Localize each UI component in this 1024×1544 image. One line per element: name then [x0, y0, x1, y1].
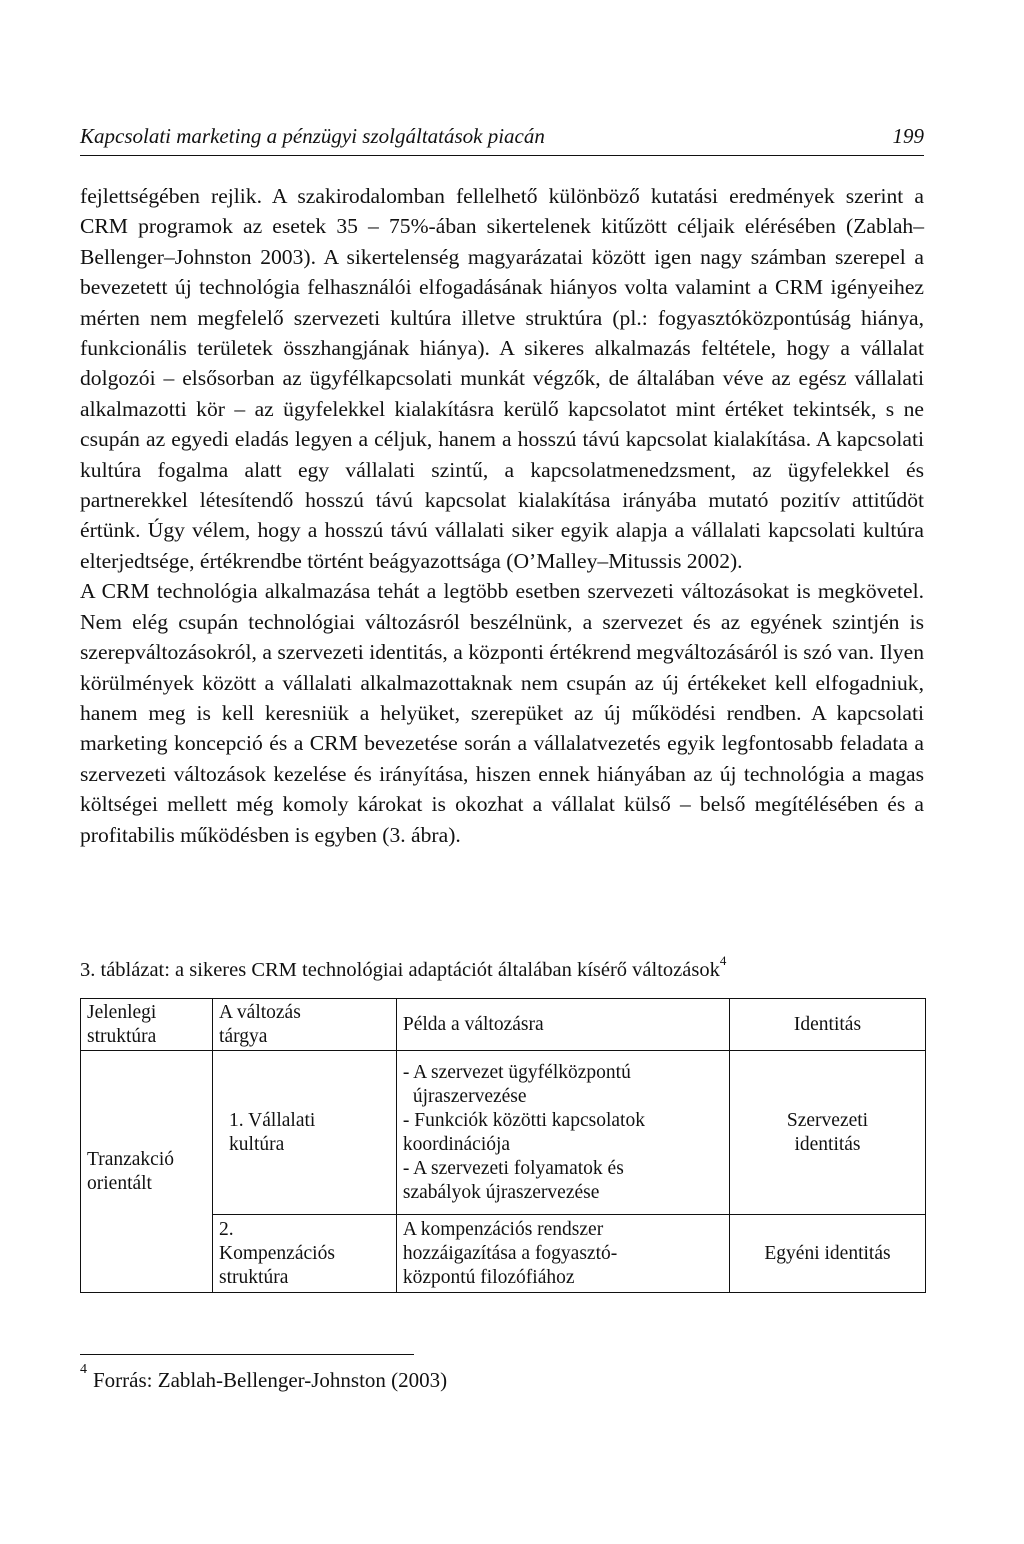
example-cell: [396, 1215, 729, 1293]
header-subject-line: A változás: [219, 1001, 301, 1023]
subject-line: kultúra: [229, 1133, 285, 1155]
header-title: Kapcsolati marketing a pénzügyi szolgáltatások piacán: [80, 124, 545, 148]
change-table: [80, 998, 926, 1293]
header-cell-structure: [81, 999, 213, 1051]
header-structure-line: Jelenlegi: [87, 1001, 157, 1023]
identity-cell: [729, 1051, 925, 1215]
subject-line: Kompenzációs: [219, 1242, 335, 1264]
example-line: központú filozófiához: [402, 1266, 575, 1288]
example-cell: [396, 1051, 729, 1215]
footnote-text: Forrás: Zablah-Bellenger-Johnston (2003): [93, 1368, 448, 1392]
header-structure-line: struktúra: [87, 1025, 157, 1047]
footnote-divider: [80, 1354, 414, 1355]
footnote-number: 4: [80, 1362, 87, 1377]
paragraph-1: fejlettségében rejlik. A szakirodalomban fellelhető különböző kutatási eredmények szerint a CRM programok az esetek 35 – 75%-ában sikertelenek kitűzött céljaik elérésében (Zablah–Bellenger–Johnston 2003). A sikertelenség magyarázatai között igen nagy számban szerepel a bevezetett új technológia felhasználói elfogadásának hiányos volta valamint a CRM igényeihez mérten nem megfelelő szervezeti kultúra illetve struktúra (pl.: fogyasztóközpontúság hiánya, funkcionális területek összhangjának hiánya). A sikeres alkalmazás feltétele, hogy a vállalat dolgozói – elsősorban az ügyfélkapcsolati munkát végzők, de általában véve az egész vállalati alkalmazotti kör – az ügyfelekkel kialakításra kerülő kapcsolatot mint értéket tekintsék, s ne csupán az egyedi eladás legyen a céljuk, hanem a hosszú távú kapcsolat kialakítása. A kapcsolati kultúra fogalma alatt egy vállalati szintű, a kapcsolatmenedzsment, az ügyfelekkel és partnerekkel létesítendő hosszú távú kapcsolat kialakítása irányába mutató pozitív attitűdöt értünk. Úgy vélem, hogy a hosszú távú vállalati siker egyik alapja a vállalati kapcsolati kultúra elterjedtsége, értékrendbe történt beágyazottsága (O’Malley–Mitussis 2002).: [80, 184, 924, 573]
subject-line: struktúra: [219, 1266, 289, 1288]
header-subject-line: tárgya: [219, 1025, 268, 1047]
identity-line: identitás: [794, 1133, 861, 1155]
example-line: újraszervezése: [412, 1085, 527, 1107]
subject-cell: [213, 1051, 397, 1215]
example-line: koordinációja: [402, 1133, 511, 1155]
example-line: - A szervezeti folyamatok és: [402, 1157, 624, 1179]
identity-line: Egyéni identitás: [764, 1242, 891, 1264]
table-row: [81, 1051, 926, 1215]
footnote-ref: 4: [719, 953, 727, 968]
subject-line: 2.: [219, 1218, 234, 1240]
example-line: hozzáigazítása a fogyasztó-: [402, 1242, 618, 1264]
structure-line: orientált: [87, 1172, 152, 1194]
structure-line: Tranzakció: [87, 1148, 175, 1170]
example-line: A kompenzációs rendszer: [402, 1218, 604, 1240]
structure-cell: [81, 1051, 213, 1293]
example-line: - Funkciók közötti kapcsolatok: [402, 1109, 645, 1131]
running-header: [80, 124, 924, 156]
subject-line: 1. Vállalati: [229, 1109, 316, 1131]
footnote: [80, 1362, 448, 1393]
body-text: [80, 181, 924, 850]
table-header-row: [81, 999, 926, 1051]
example-line: - A szervezet ügyfélközpontú: [402, 1061, 631, 1083]
table-caption-text: 3. táblázat: a sikeres CRM technológiai adaptációt általában kísérő változások: [80, 958, 720, 981]
identity-cell: [729, 1215, 925, 1293]
example-line: szabályok újraszervezése: [402, 1181, 600, 1203]
header-cell-subject: [213, 999, 397, 1051]
subject-cell: [213, 1215, 397, 1293]
paragraph-2: A CRM technológia alkalmazása tehát a legtöbb esetben szervezeti változásokat is megkövetel. Nem elég csupán technológiai változásról beszélnünk, a szervezet és az egyének szintjén is szerepváltozásokról, a szervezeti identitás, a központi értékrend megváltozásáról is szó van. Ilyen körülmények között a vállalati alkalmazottaknak nem csupán az új értékeket kell elfogadniuk, hanem meg is kell keresniük a helyüket, szerepüket az új működési rendben. A kapcsolati marketing koncepció és a CRM bevezetése során a vállalatvezetés egyik legfontosabb feladata a szervezeti változások kezelése és irányítása, hiszen ennek hiányában az új technológia a magas költségei mellett még komoly károkat is okozhat a vállalat külső – belső megítélésében és a profitabilis működésben is egyben (3. ábra).: [80, 579, 924, 847]
page-number: 199: [892, 124, 924, 148]
header-cell-example: Példa a változásra: [396, 999, 729, 1051]
identity-line: Szervezeti: [786, 1109, 869, 1131]
header-cell-identity: Identitás: [729, 999, 925, 1051]
table-caption: [80, 953, 924, 982]
